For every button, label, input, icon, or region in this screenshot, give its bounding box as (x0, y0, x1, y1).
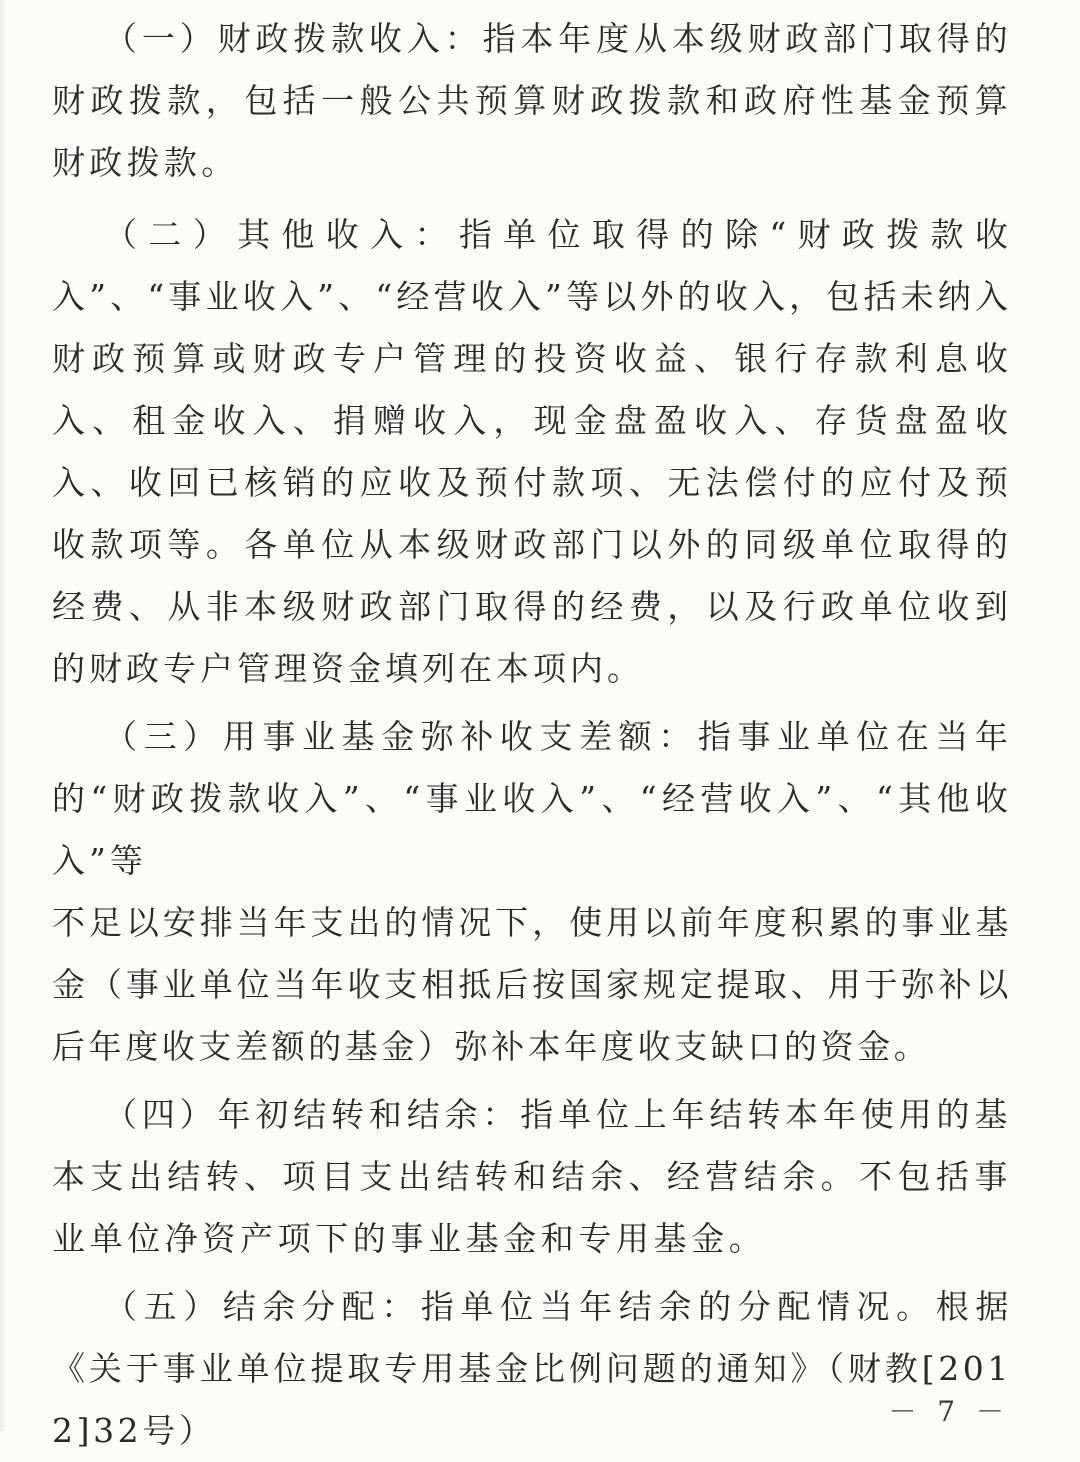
paragraph-fiscal-appropriation-income: （一）财政拨款收入：指本年度从本级财政部门取得的财政拨款，包括一般公共预算财政拨款和政府性基金预算财政拨款。 (52, 19, 1012, 182)
document-body (52, 8, 1012, 1462)
paragraph-surplus-distribution: （五）结余分配：指单位当年结余的分配情况。根据《关于事业单位提取专用基金比例问题的通知》（财教[2012]32号） (52, 1287, 1012, 1450)
paragraph-business-fund-offset: （三）用事业基金弥补收支差额：指事业单位在当年的“财政拨款收入”、“事业收入”、“经营收入”、“其他收入”等 (52, 717, 1012, 880)
paragraph-other-income: （二）其他收入：指单位取得的除“财政拨款收入”、“事业收入”、“经营收入”等以外的收入，包括未纳入财政预算或财政专户管理的投资收益、银行存款利息收入、租金收入、捐赠收入，现金盘盈收入、存货盘盈收入、收回已核销的应收及预付款项、无法偿付的应付及预收款项等。各单位从本级财政部门以外的同级单位取得的经费、从非本级财政部门取得的经费，以及行政单位收到的财政专户管理资金填列在本项内。 (52, 215, 1012, 688)
scan-shadow (0, 0, 6, 1431)
page-number: － 7 － (888, 1395, 1010, 1428)
paragraph-business-fund-offset-continued: 不足以安排当年支出的情况下，使用以前年度积累的事业基金（事业单位当年收支相抵后按国家规定提取、用于弥补以后年度收支差额的基金）弥补本年度收支缺口的资金。 (52, 903, 1012, 1066)
paragraph-opening-carryover-balance: （四）年初结转和结余：指单位上年结转本年使用的基本支出结转、项目支出结转和结余、经营结余。不包括事业单位净资产项下的事业基金和专用基金。 (52, 1095, 1012, 1258)
